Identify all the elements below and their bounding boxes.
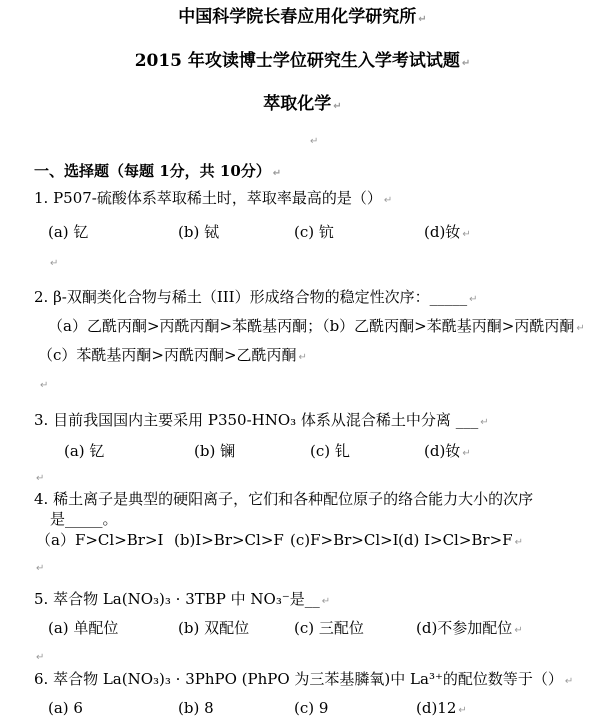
paragraph-mark: ↵: [50, 258, 59, 269]
question-4-stem: 4. 稀土离子是典型的硬阳离子，它们和各种配位原子的络合能力大小的次序: [34, 490, 534, 508]
question-2-option-line-2: （c）苯酰基丙酮>丙酰丙酮>乙酰丙酮 ↵: [38, 346, 307, 364]
question-6-stem: 6. 萃合物 La(NO₃)₃ · 3PhPO (PhPO 为三苯基膦氧)中 La³⁺的配位数等于（） ↵: [34, 670, 574, 688]
question-3-option-b: (b) 镧: [194, 442, 236, 460]
question-2-stem: 2. β-双酮类化合物与稀土（III）形成络合物的稳定性次序：_____ ↵: [34, 288, 478, 306]
question-4-option-b: (b)I>Br>Cl>F: [174, 531, 284, 549]
question-5-option-c: (c) 三配位: [294, 619, 364, 637]
paragraph-mark: ↵: [36, 473, 45, 484]
paragraph-mark: ↵: [36, 652, 45, 663]
question-3-option-d: (d)钕 ↵: [424, 442, 471, 460]
question-1-option-d: (d)钕 ↵: [424, 223, 471, 241]
institute-title: 中国科学院长春应用化学研究所 ↵: [178, 7, 427, 27]
paragraph-mark: ↵: [310, 136, 319, 147]
question-6-option-c: (c) 9: [294, 699, 329, 717]
section-heading: 一、选择题（每题 1分，共 10分） ↵: [34, 162, 282, 180]
question-5-option-b: (b) 双配位: [178, 619, 250, 637]
question-3-option-a: (a) 钇: [64, 442, 105, 460]
question-4-option-c: (c)F>Br>Cl>I: [290, 531, 399, 549]
question-4-option-d: (d) I>Cl>Br>F ↵: [398, 531, 523, 549]
question-6-option-b: (b) 8: [178, 699, 214, 717]
paragraph-mark: ↵: [40, 380, 49, 391]
question-5-stem: 5. 萃合物 La(NO₃)₃ · 3TBP 中 NO₃⁻是__ ↵: [34, 590, 331, 608]
question-3-option-c: (c) 钆: [310, 442, 350, 460]
question-1-option-b: (b) 铽: [178, 223, 220, 241]
question-4-stem-cont: 是_____。: [50, 510, 118, 528]
question-5-option-a: (a) 单配位: [48, 619, 119, 637]
question-1-option-c: (c) 钪: [294, 223, 334, 241]
question-6-option-a: (a) 6: [48, 699, 83, 717]
question-5-option-d: (d)不参加配位 ↵: [416, 619, 523, 637]
question-1-option-a: (a) 钇: [48, 223, 89, 241]
question-2-option-line-1: （a）乙酰丙酮>丙酰丙酮>苯酰基丙酮；（b）乙酰丙酮>苯酰基丙酮>丙酰丙酮 ↵: [48, 317, 585, 335]
question-1-stem: 1. P507-硫酸体系萃取稀土时，萃取率最高的是（） ↵: [34, 189, 393, 207]
question-3-stem: 3. 目前我国国内主要采用 P350-HNO₃ 体系从混合稀土中分离 ___ ↵: [34, 411, 489, 429]
subject-title: 萃取化学 ↵: [263, 94, 342, 114]
question-4-option-a: （a）F>Cl>Br>I: [36, 531, 164, 549]
question-6-option-d: (d)12 ↵: [416, 699, 467, 717]
exam-title: 2015 年攻读博士学位研究生入学考试试题 ↵: [134, 51, 471, 71]
paragraph-mark: ↵: [36, 563, 45, 574]
